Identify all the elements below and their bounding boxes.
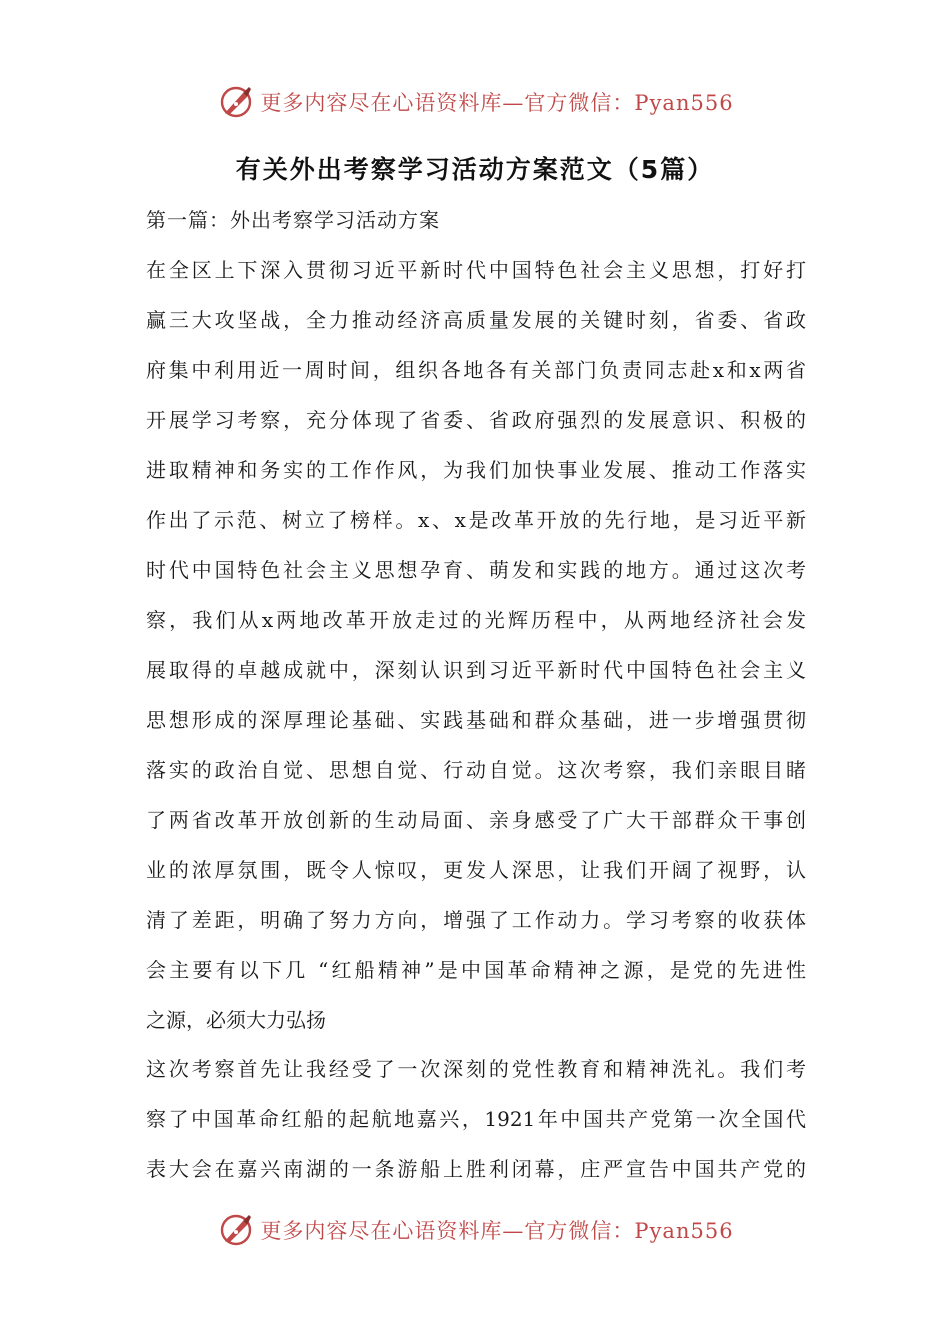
paragraph-line: 赢三大攻坚战，全力推动经济高质量发展的关键时刻，省委、省政: [146, 308, 806, 332]
paragraph-line: 察了中国革命红船的起航地嘉兴，1921年中国共产党第一次全国代: [146, 1107, 806, 1131]
footer-watermark-banner: [0, 1208, 950, 1252]
paragraph-line: 了两省改革开放创新的生动局面、亲身感受了广大干部群众干事创: [146, 808, 806, 832]
document-title: 有关外出考察学习活动方案范文（5篇）: [235, 155, 715, 184]
body-paragraph: [146, 255, 806, 1055]
paragraph-line: 时代中国特色社会主义思想孕育、萌发和实践的地方。通过这次考: [146, 558, 806, 582]
paragraph-line: 业的浓厚氛围，既令人惊叹，更发人深思，让我们开阔了视野，认: [146, 858, 806, 882]
paragraph-line: 清了差距，明确了努力方向，增强了工作动力。学习考察的收获体: [146, 908, 806, 932]
paragraph-line: 进取精神和务实的工作作风，为我们加快事业发展、推动工作落实: [146, 458, 806, 482]
paragraph-line: 这次考察首先让我经受了一次深刻的党性教育和精神洗礼。我们考: [146, 1057, 806, 1081]
paragraph-line: 之源，必须大力弘扬: [146, 1008, 326, 1032]
paragraph-line: 展取得的卓越成就中，深刻认识到习近平新时代中国特色社会主义: [146, 658, 806, 682]
watermark-text: 更多内容尽在心语资料库—官方微信：Pyan556: [260, 91, 734, 115]
watermark-text: 更多内容尽在心语资料库—官方微信：Pyan556: [260, 1219, 734, 1243]
paragraph-line: 开展学习考察，充分体现了省委、省政府强烈的发展意识、积极的: [146, 408, 806, 432]
pen-nib-logo-icon: [216, 82, 256, 122]
section-heading: 第一篇：外出考察学习活动方案: [146, 208, 440, 232]
paragraph-line: 会主要有以下几 “红船精神”是中国革命精神之源，是党的先进性: [146, 958, 806, 982]
paragraph-line: 察，我们从x两地改革开放走过的光辉历程中，从两地经济社会发: [146, 608, 806, 632]
paragraph-line: 落实的政治自觉、思想自觉、行动自觉。这次考察，我们亲眼目睹: [146, 758, 806, 782]
paragraph-line: 表大会在嘉兴南湖的一条游船上胜利闭幕，庄严宣告中国共产党的: [146, 1157, 806, 1181]
header-watermark-banner: [0, 80, 950, 124]
paragraph-line: 府集中利用近一周时间，组织各地各有关部门负责同志赴x和x两省: [146, 358, 806, 382]
paragraph-line: 在全区上下深入贯彻习近平新时代中国特色社会主义思想，打好打: [146, 258, 806, 282]
paragraph-line: 作出了示范、树立了榜样。x、x是改革开放的先行地，是习近平新: [146, 508, 806, 532]
body-paragraph: [146, 1054, 806, 1204]
paragraph-line: 思想形成的深厚理论基础、实践基础和群众基础，进一步增强贯彻: [146, 708, 806, 732]
pen-nib-logo-icon: [216, 1210, 256, 1250]
